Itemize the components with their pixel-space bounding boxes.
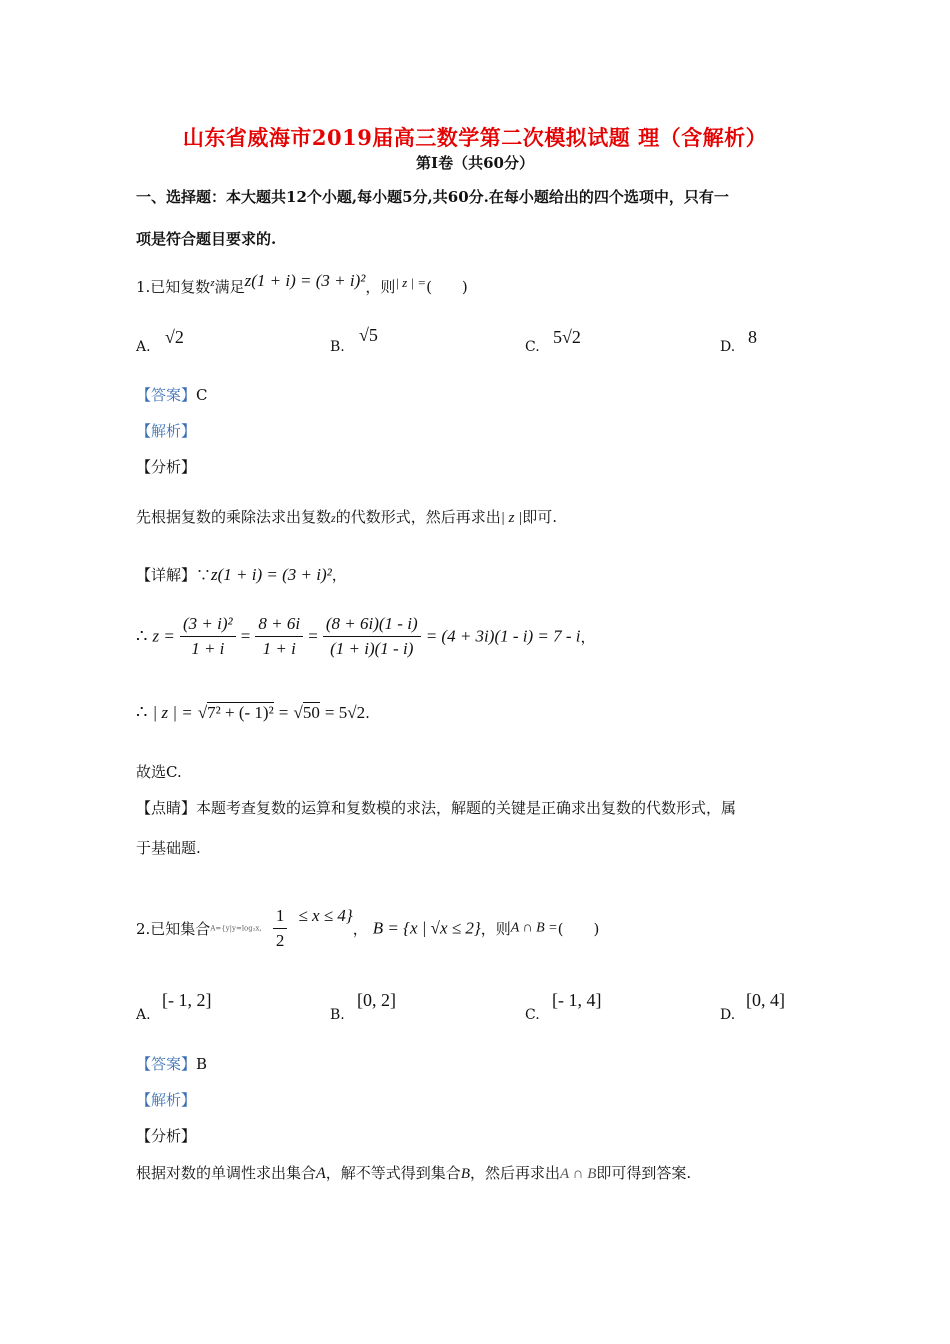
q1-stem [136, 271, 468, 297]
q1-abs: | z | = [395, 275, 427, 290]
q1-conclusion: 故选C. [136, 763, 182, 781]
q2-fraction: $\frac{1}{2}$ [273, 906, 288, 951]
q1-answer: 【答案】C [136, 386, 208, 404]
q1-option-d-label: D. [720, 339, 736, 355]
q1-condition: z(1 + i) = (3 + i)² [244, 271, 366, 290]
section-heading-line1: 一、选择题：本大题共12个小题,每小题5分,共60分.在每小题给出的四个选项中，只有一 [136, 188, 729, 206]
q2-stem: 2.已知集合A={y|y=log₂x, $\frac{1}{2}$ ≤ x ≤ 4}， B = {x | √x ≤ 2}，则A ∩ B =( ) [136, 906, 600, 950]
q1-dianjing-line2: 于基础题. [136, 839, 201, 857]
section-heading-line2: 项是符合题目要求的. [136, 230, 277, 248]
q2-option-c-label: C. [525, 1007, 540, 1023]
q2-fenxi-text: 根据对数的单调性求出集合A，解不等式得到集合B，然后再求出A ∩ B即可得到答案. [136, 1164, 692, 1182]
q2-option-c-value: [- 1, 4] [552, 990, 602, 1010]
q1-detail: 【详解】∵z(1 + i) = (3 + i)²， [136, 565, 347, 584]
q1-mid: 满足 [214, 278, 245, 296]
fraction-1: $\frac{\text{(3 + i)²}}{1 + i}$ [180, 614, 236, 659]
q1-paren: ( ) [426, 278, 468, 296]
q1-option-d-value: 8 [748, 327, 757, 347]
q1-option-c-label: C. [525, 339, 540, 355]
q1-dianjing-line1: 【点睛】本题考查复数的运算和复数模的求法，解题的关键是正确求出复数的代数形式，属 [136, 799, 737, 817]
q1-prefix: 1.已知复数 [136, 278, 211, 296]
q2-answer: 【答案】B [136, 1055, 208, 1073]
q1-comma: ，则 [365, 278, 396, 296]
fraction-3: $\frac{(8 + 6i)(1 - i)}{(1 + i)(1 - i)}$ [323, 614, 421, 659]
q1-option-b-label: B. [330, 339, 345, 355]
q1-analysis-tag: 【解析】 [136, 422, 197, 440]
q1-fenxi-text: 先根据复数的乘除法求出复数z的代数形式，然后再求出| z |即可. [136, 508, 558, 526]
q2-fenxi-tag: 【分析】 [136, 1127, 197, 1145]
fraction-2: $\frac{8 + 6i}{1 + i}$ [255, 614, 303, 659]
q1-option-c-value: 5√2 [553, 327, 581, 347]
q2-option-b-value: [0, 2] [357, 990, 396, 1010]
q2-option-a-value: [- 1, 2] [162, 990, 212, 1010]
q2-option-d-label: D. [720, 1007, 736, 1023]
q1-derivation: ∴ z = $\frac{\text{(3 + i)²}}{1 + i}$ = $\frac{8 + 6i}{1 + i}$ = $\frac{(8 + 6i)(1 - i)}{(1 + i)(1 - i)}$ = (4 + 3i)(1 - i) = 7 - i， [136, 614, 596, 658]
q1-option-a-value: √2 [165, 327, 184, 347]
q1-fenxi-tag: 【分析】 [136, 458, 197, 476]
q2-option-b-label: B. [330, 1007, 345, 1023]
q1-option-b-value: √5 [359, 325, 378, 345]
q2-analysis-tag: 【解析】 [136, 1091, 197, 1109]
q1-option-a-label: A. [136, 339, 151, 355]
q2-option-a-label: A. [136, 1007, 151, 1023]
page-title: 山东省威海市2019届高三数学第二次模拟试题 理（含解析） [182, 125, 768, 150]
section-subtitle: 第Ⅰ卷（共60分） [416, 154, 534, 172]
q1-z: z [210, 277, 215, 289]
q2-option-d-value: [0, 4] [746, 990, 785, 1010]
q1-modulus: ∴ | z | = √7² + (- 1)² = √50 = 5√2. [136, 702, 370, 723]
